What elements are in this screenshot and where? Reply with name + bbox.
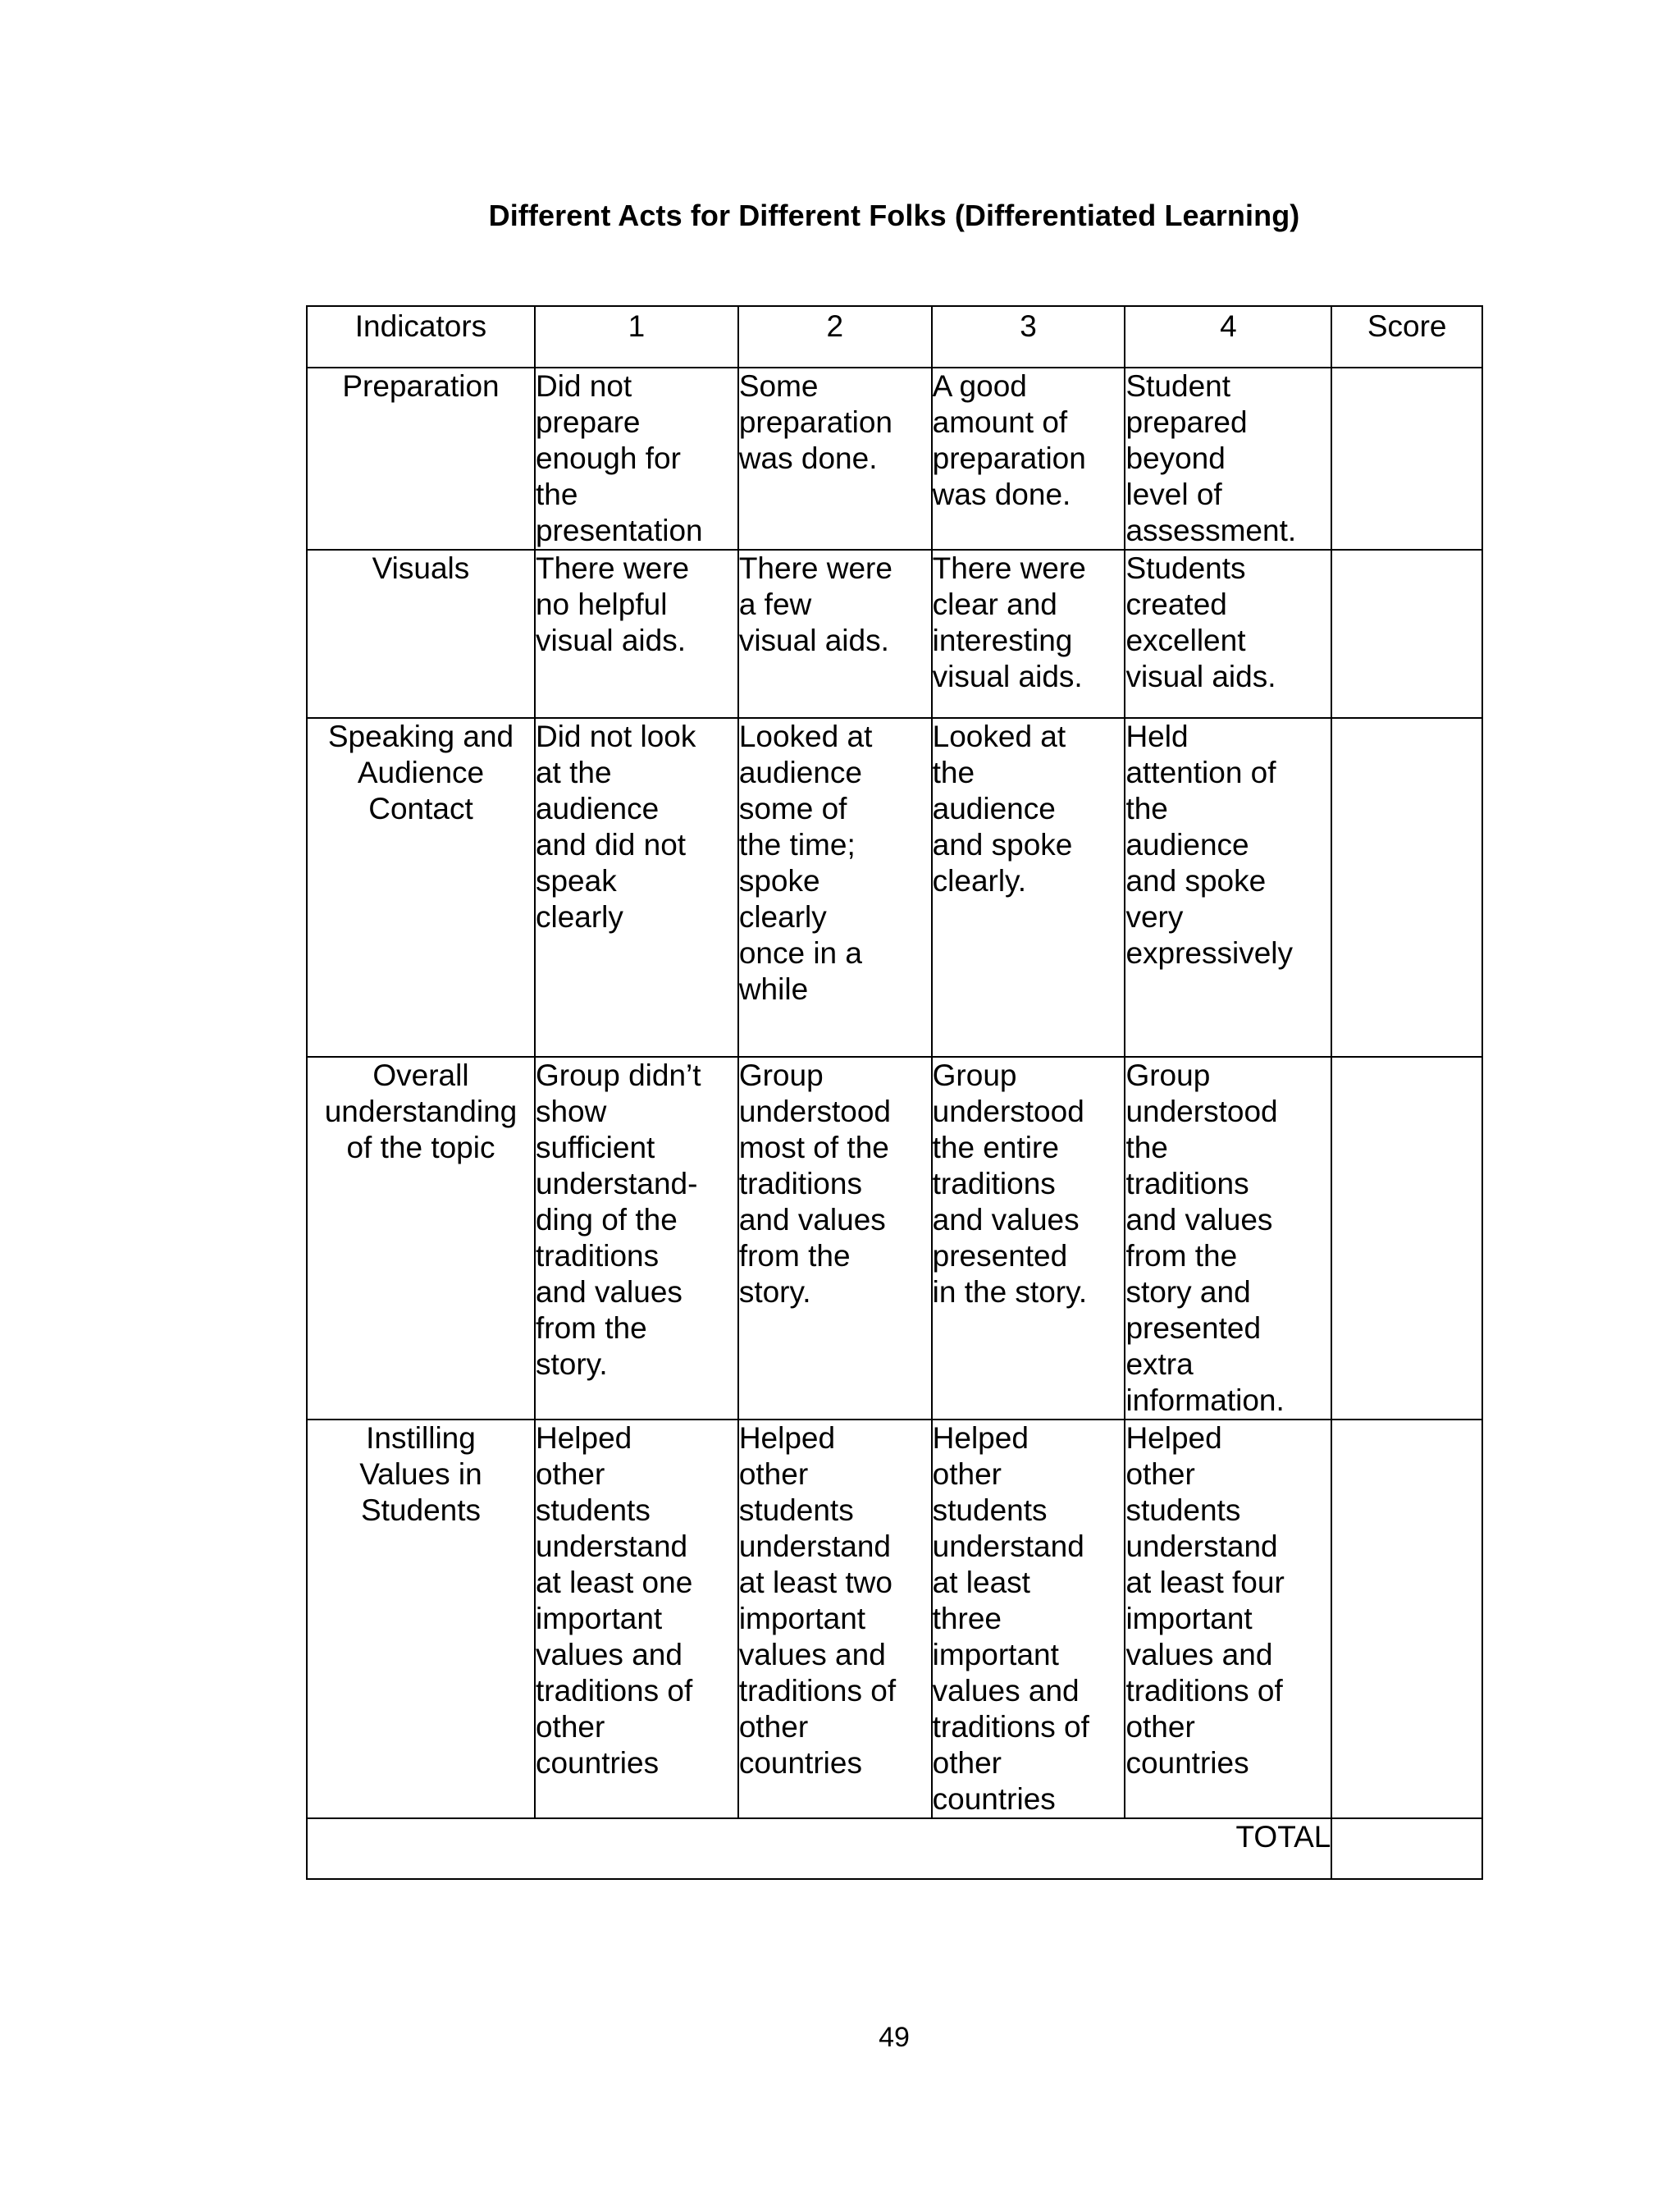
score-cell: [1331, 1057, 1482, 1420]
total-score-cell: [1331, 1818, 1482, 1879]
header-score: [1331, 306, 1482, 368]
rubric-table: [306, 305, 1483, 1880]
table-row: [307, 550, 1482, 718]
level-4-cell: Helped other students understand at least four important values and traditions of other countries: [1125, 1420, 1331, 1818]
indicator-label: Visuals: [372, 551, 470, 585]
level-3-cell: Group understood the entire traditions and values presented in the story.: [932, 1057, 1125, 1420]
level-3-cell: There were clear and interesting visual aids.: [932, 550, 1125, 718]
level-1-cell: Did not look at the audience and did not speak clearly: [535, 718, 738, 1057]
level-2-cell: There were a few visual aids.: [738, 550, 932, 718]
indicator-label: Speaking and Audience Contact: [327, 720, 514, 825]
indicator-cell: [307, 368, 535, 550]
level-4-cell: Students created excellent visual aids.: [1125, 550, 1331, 718]
level-3-cell: A good amount of preparation was done.: [932, 368, 1125, 550]
level-1-cell: Group didn’t show sufficient understand- ding of the traditions and values from the story.: [535, 1057, 738, 1420]
header-level-4: [1125, 306, 1331, 368]
header-level-3-label: 3: [1020, 309, 1037, 343]
level-3-cell: Helped other students understand at least three important values and traditions of other countries: [932, 1420, 1125, 1818]
header-score-label: Score: [1367, 309, 1447, 343]
indicator-cell: [307, 1057, 535, 1420]
score-cell: [1331, 550, 1482, 718]
table-row: [307, 1057, 1482, 1420]
header-indicators: [307, 306, 535, 368]
total-row: [307, 1818, 1482, 1879]
level-1-cell: There were no helpful visual aids.: [535, 550, 738, 718]
header-indicators-label: Indicators: [354, 309, 487, 343]
level-2-cell: Group understood most of the traditions and values from the story.: [738, 1057, 932, 1420]
score-cell: [1331, 368, 1482, 550]
document-title: Different Acts for Different Folks (Differentiated Learning): [488, 199, 1300, 232]
indicator-cell: [307, 718, 535, 1057]
level-3-cell: Looked at the audience and spoke clearly.: [932, 718, 1125, 1057]
level-1-cell: Helped other students understand at least one important values and traditions of other countries: [535, 1420, 738, 1818]
level-4-cell: Group understood the traditions and values from the story and presented extra information.: [1125, 1057, 1331, 1420]
score-cell: [1331, 1420, 1482, 1818]
level-2-cell: Looked at audience some of the time; spoke clearly once in a while: [738, 718, 932, 1057]
table-row: [307, 368, 1482, 550]
table-row: [307, 1420, 1482, 1818]
page-number: 49: [879, 2022, 910, 2053]
header-level-4-label: 4: [1220, 309, 1237, 343]
table-header-row: [307, 306, 1482, 368]
indicator-cell: [307, 1420, 535, 1818]
indicator-cell: [307, 550, 535, 718]
level-2-cell: Helped other students understand at least two important values and traditions of other countries: [738, 1420, 932, 1818]
header-level-1: [535, 306, 738, 368]
header-level-1-label: 1: [628, 309, 646, 343]
indicator-label: Overall understanding of the topic: [324, 1058, 518, 1164]
header-level-3: [932, 306, 1125, 368]
level-2-cell: Some preparation was done.: [738, 368, 932, 550]
level-4-cell: Held attention of the audience and spoke very expressively: [1125, 718, 1331, 1057]
score-cell: [1331, 718, 1482, 1057]
header-level-2-label: 2: [826, 309, 844, 343]
indicator-label: Preparation: [342, 369, 500, 403]
indicator-label: Instilling Values in Students: [359, 1421, 482, 1527]
level-4-cell: Student prepared beyond level of assessment.: [1125, 368, 1331, 550]
header-level-2: [738, 306, 932, 368]
table-row: [307, 718, 1482, 1057]
level-1-cell: Did not prepare enough for the presentation: [535, 368, 738, 550]
total-label: TOTAL: [307, 1818, 1331, 1879]
